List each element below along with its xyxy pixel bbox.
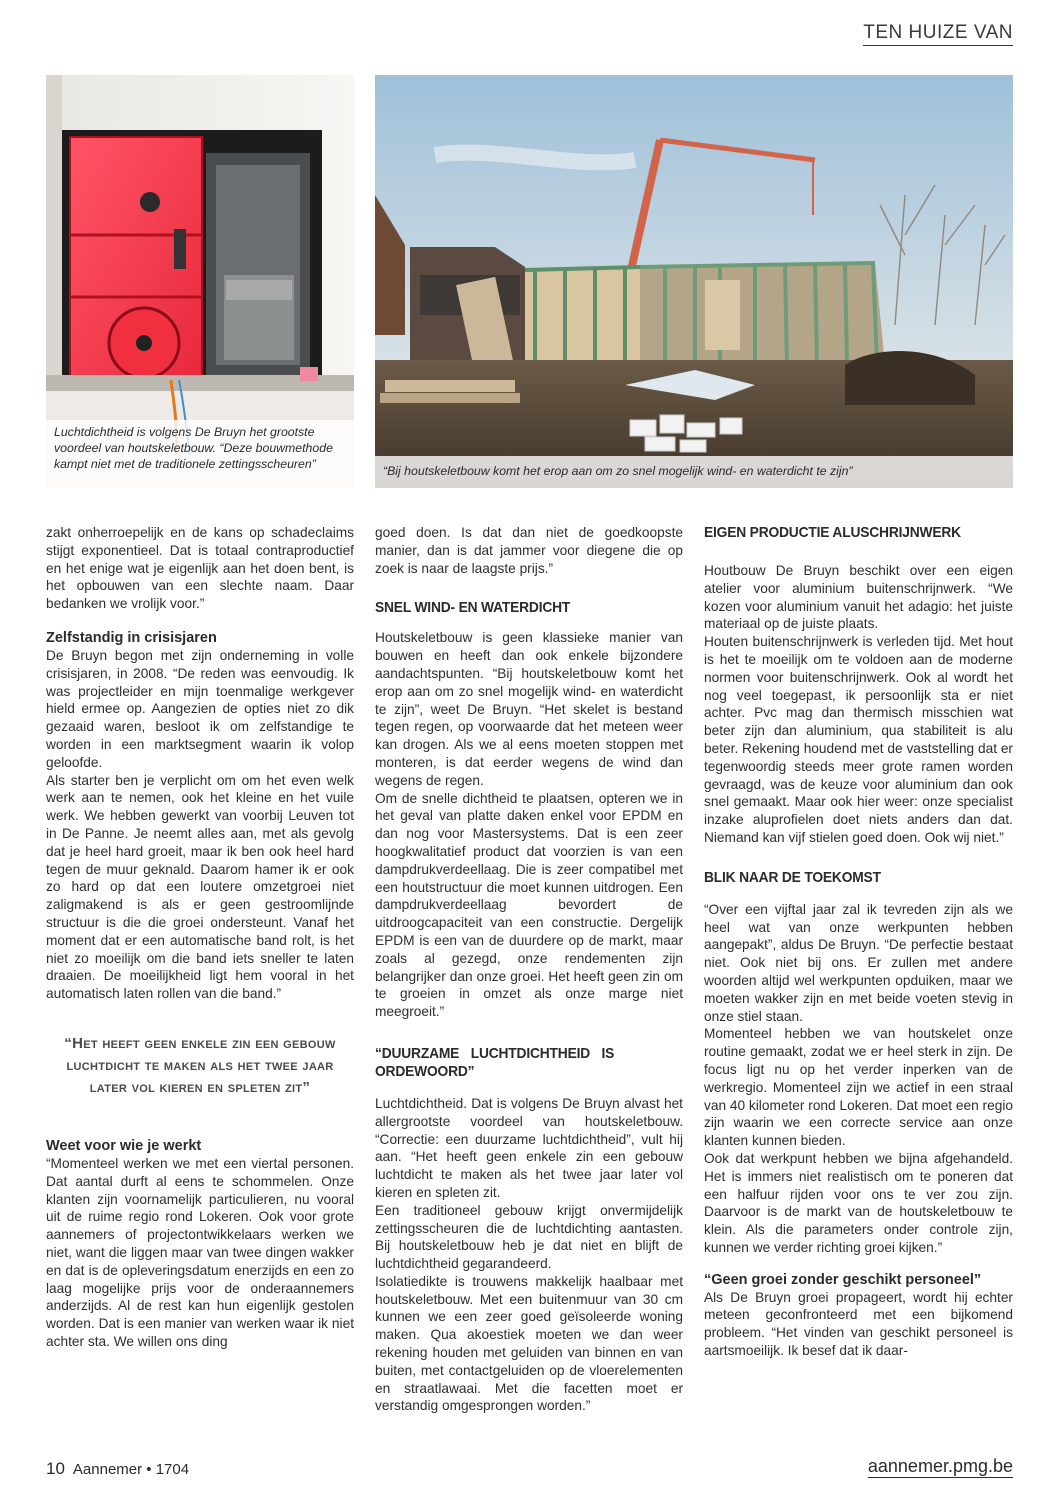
paragraph: Luchtdichtheid. Dat is volgens De Bruyn alvast het allergrootste voordeel van houtskeletbouw. “Correctie: een duurzame luchtdichtheid”, vult hij aan. “Het heeft geen enkele zin een gebouw luchtdicht te maken als het twee jaar later vol kieren en spleten zit. [375,1095,683,1200]
subheading-weet-voor-wie: Weet voor wie je werkt [46,1137,202,1154]
photo-caption-right: “Bij houtskeletbouw komt het erop aan om zo snel mogelijk wind- en waterdicht te zijn” [375,456,1013,488]
paragraph: zakt onherroepelijk en de kans op schadeclaims stijgt exponentieel. Dat is totaal contraproductief en het enige wat je eigenlijk aan het doen bent, is het opbouwen van een slechte naam. Daar bedanken we vrolijk voor.” [46,525,354,612]
paragraph: Houtbouw De Bruyn beschikt over een eigen atelier voor aluminium buitenschrijnwerk. “We kozen voor aluminium vanuit het adagio: het juiste materiaal op de juiste plaats. [704,563,1013,632]
blower-door-photo [46,75,354,488]
photo-caption-left: Luchtdichtheid is volgens De Bruyn het grootste voordeel van houtskeletbouw. “Deze bouwmethode kampt niet met de traditionele zettingsscheuren” [46,420,354,488]
magazine-issue: Aannemer • 1704 [72,1461,190,1478]
subheading-geen-groei: “Geen groei zonder geschikt personeel” [704,1271,982,1288]
paragraph: Om de snelle dichtheid te plaatsen, opteren we in het geval van platte daken enkel voor EPDM en dan nog voor Mastersystems. Dat is een zeer hoogkwalitatief product dat voorzien is van een dampdrukverdeellaag. Die is zeer compatibel met een houtstructuur die moet kunnen uitdrogen. Een dampdrukverdeellaag bevordert de uitdroogcapaciteit van een constructie. Dergelijk EPDM is een van de duurdere op de markt, maar zoals al gezegd, onze rendementen zijn belangrijker dan onze groei. Het heeft geen zin om te groeien in omzet als onze marge niet meegroeit.” [375,790,683,1020]
paragraph: “Over een vijftal jaar zal ik tevreden zijn als we heel wat van onze werkpunten hebben aangepakt”, aldus De Bruyn. “De perfectie bestaat niet. Ook niet bij ons. Er zullen met andere woorden altijd wel werkpunten opduiken, maar we moeten wakker zijn en met beide voeten stevig in onze stiel staan. [704,901,1013,1024]
section-label: TEN HUIZE VAN [863,22,1013,46]
paragraph: goed doen. Is dat dan niet de goedkoopste manier, dan is dat jammer voor diegene die op zoek is naar de laagste prijs.” [375,525,683,576]
heading-eigen-productie: EIGEN PRODUCTIE ALUSCHRIJNWERK [704,524,961,541]
paragraph: Een traditioneel gebouw krijgt onvermijdelijk zettingsscheuren die de luchtdichting aantasten. Bij houtskeletbouw heb je dat niet en blijft de luchtdichtheid gegarandeerd. [375,1202,683,1272]
paragraph: Als De Bruyn groei propageert, wordt hij echter meteen geconfronteerd met een bijkomend probleem. “Het vinden van geschikt personeel is aartsmoeilijk. Ik besef dat ik daar- [704,1289,1013,1359]
paragraph: Houten buitenschrijnwerk is verleden tijd. Met hout is het te moeilijk om te voldoen aan de moderne normen voor buitenschrijnwerk. Ook al wordt het nog veel toegepast, ik persoonlijk sta er niet achter. Pvc mag dan thermisch misschien wat beter zijn dan aluminium, qua stabiliteit is alu beter. Rekening houdend met de vaststelling dat er tegenwoordig steeds meer grote ramen worden gevraagd, was de keuze voor aluminium dan ook snel gemaakt. Maar ook hier weer: onze specialist inzake aluprofielen doet niets anders dan dat. Niemand kan vijf stielen goed doen. Ook wij niet.” [704,634,1013,845]
page-footer [46,1459,189,1479]
heading-blik-naar-toekomst: BLIK NAAR DE TOEKOMST [704,868,881,886]
heading-duurzame-luchtdichtheid: “DUURZAME LUCHTDICHTHEID IS ORDEWOORD” [375,1044,615,1080]
article-column-3 [704,524,1013,1360]
paragraph: Ook dat werkpunt hebben we bijna afgehandeld. Het is immers niet realistisch om te poneren dat een halfuur rijden voor ons te ver zou zijn. Daarvoor is de markt van de houtskeletbouw te klein. Als die parameters onder controle zijn, kunnen we verder richting groei kijken.” [704,1150,1013,1255]
paragraph: De Bruyn begon met zijn onderneming in volle crisisjaren, in 2008. “De reden was eenvoudig. Ik was projectleider en mijn toenmalige werkgever hield ermee op. Aangezien de opties niet zo dik gezaaid waren, besloot ik om zelfstandige te worden in een marktsegment waarin ik volop geloofde. [46,647,354,770]
paragraph: “Momenteel werken we met een viertal personen. Dat aantal durft al eens te schommelen. Onze klanten zijn voornamelijk particulieren, nu vooral uit de ruime regio rond Lokeren. Ook voor grote aannemers of projectontwikkelaars werken we niet, want die liggen maar van twee dingen wakker en dat is de opleveringsdatum enerzijds en een zo laag mogelijke prijs voor de onderaannemers anderzijds. Al de rest kan hun eigenlijk gestolen worden. Dat is een manier van werken waar ik niet achter sta. We willen ons ding [46,1155,354,1349]
paragraph: Als starter ben je verplicht om om het even welk werk aan te nemen, ook het kleine en het vuile werk. We hebben gewerkt van voorbij Leuven tot in De Panne. Je neemt alles aan, met als gevolg dat je heel hard groeit, maar ik ben ook heel hard tegen de muur geknald. Daarom hamer ik er ook zo hard op dat een loutere omzetgroei niet zaligmakend is als er geen gestroomlijnde structuur is die die groei ondersteunt. Vanaf het moment dat er een automatische band rolt, is het niet zo moeilijk om die band iets sneller te laten draaien. De moeilijkheid ligt hem vooral in het automatisch laten rollen van die band.” [46,772,354,1002]
page-number: 10 [46,1459,65,1478]
website-link[interactable]: aannemer.pmg.be [867,1456,1013,1476]
subheading-zelfstandig: Zelfstandig in crisisjaren [46,629,217,646]
paragraph: Isolatiedikte is trouwens makkelijk haalbaar met houtskeletbouw. Met een buitenmuur van 30 cm kunnen we een zeer goed geïsoleerde woning maken. Qua akoestiek moeten we dan weer rekening houden met geluiden van binnen en van buiten, met contactgeluiden op de vloerelementen en straatlawaai. Met die facetten moet er verstandig omgesprongen worden.” [375,1273,683,1414]
article-column-1 [46,524,354,1351]
paragraph: Momenteel hebben we van houtskelet onze routine gemaakt, zodat we er heel sterk in zijn. De focus ligt nu op het verder inperken van de werkregio. Momenteel zijn we actief in een straal van 40 kilometer rond Lokeren. Dat moet een regio zijn waarin we een correcte service aan onze klanten kunnen bieden. [704,1026,1013,1149]
article-column-2 [375,524,683,1415]
construction-site-photo [375,75,1013,488]
construction-site-illustration [375,75,1013,488]
heading-snel-wind: SNEL WIND- EN WATERDICHT [375,599,571,617]
pull-quote: “Het heeft geen enkele zin een gebouw luchtdicht te maken als het twee jaar later vol kieren en spleten zit” [64,1034,336,1096]
paragraph: Houtskeletbouw is geen klassieke manier van bouwen en heeft dan ook enkele bijzondere aandachtspunten. “Bij houtskeletbouw komt het erop aan om zo snel mogelijk wind- en waterdicht te zijn”, weet De Bruyn. “Het skelet is bestand tegen regen, op voorwaarde dat het meteen weer kan drogen. Als we al eens moeten stoppen met monteren, is dat eerder wegens de wind dan wegens de regen. [375,630,683,788]
